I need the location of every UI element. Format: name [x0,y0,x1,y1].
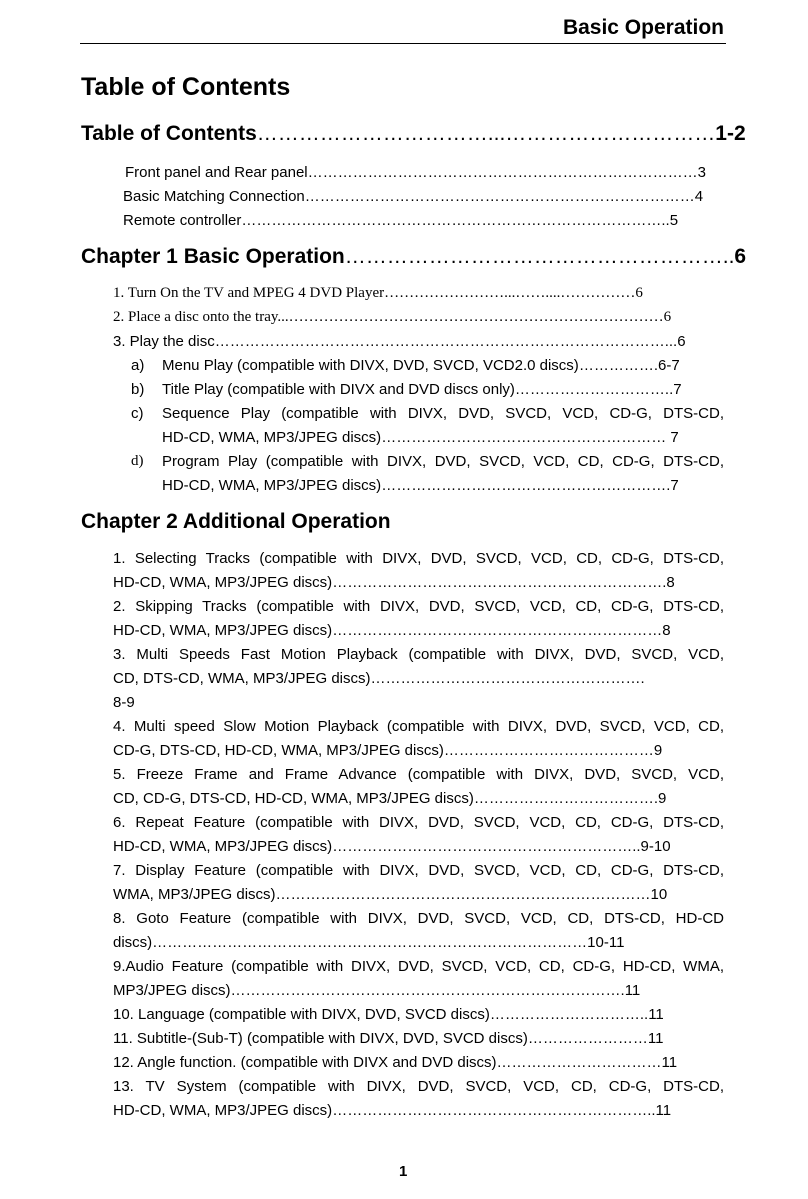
toc-entry-label: Front panel and Rear panel [125,164,308,181]
toc-page: 3 [697,164,706,181]
toc-page: 7 [673,381,682,398]
toc-page: 11 [655,1102,672,1119]
toc-subitem-marker: d) [131,453,144,469]
toc-leader: ………………………………………………. [370,670,645,687]
toc-page: 8 [666,574,675,591]
toc-page: 7 [670,429,679,446]
toc-c2-item-7-line1: 7. Display Feature (compatible with DIVX, DVD, SVCD, VCD, CD, CD-G, DTS-CD, [113,862,724,879]
toc-subitem-a [162,357,724,374]
toc-c2-item-1-line1: 1. Selecting Tracks (compatible with DIVX, DVD, SVCD, VCD, CD, CD-G, DTS-CD, [113,550,724,567]
toc-entry-basic-matching [123,188,723,205]
toc-page: 10 [650,886,668,903]
toc-entry-label: MP3/JPEG discs) [113,982,231,999]
toc-entry-label: HD-CD, WMA, MP3/JPEG discs) [162,477,382,494]
toc-page: 11 [624,982,641,999]
toc-c2-item-3-line2 [113,670,724,687]
toc-leader: …………………………………………………………………… [307,164,698,181]
toc-entry-remote-controller [123,212,723,229]
toc-page: 9 [653,742,663,759]
toc-leader: ……………………...……....…………… [384,285,636,301]
toc-leader: …………………………………………………………. [332,574,667,591]
toc-leader: ………………………………………………………………………………... [214,333,678,350]
toc-page: 11 [648,1006,664,1023]
toc-item-3 [113,333,724,350]
toc-entry-label: 3. Play the disc [113,333,215,350]
toc-page: 6 [635,285,643,301]
toc-leader: …………………………………………………. [381,477,671,494]
toc-leader: ………………………………………………………………………….. [241,212,670,229]
toc-leader: ……………………………………………….. [344,245,735,268]
toc-leader: ………………………………………………………………… [275,886,651,903]
toc-c2-item-9-line2 [113,982,724,999]
toc-c2-item-13-line1: 13. TV System (compatible with DIVX, DVD, SVCD, VCD, CD, CD-G, DTS-CD, [113,1078,724,1095]
toc-page: 5 [669,212,679,229]
toc-leader: ………………………………………………………… [332,622,663,639]
toc-subitem-b [162,381,724,398]
toc-entry-label: HD-CD, WMA, MP3/JPEG discs) [113,1102,333,1119]
toc-entry-label: discs) [113,934,153,951]
toc-leader: ………………………………………………… [381,429,671,446]
toc-page: 7 [670,477,679,494]
toc-subitem-d-line1: Program Play (compatible with DIVX, DVD, SVCD, VCD, CD, CD-G, DTS-CD, [162,453,724,470]
toc-item-2 [113,309,724,326]
toc-leader: ………………………….. [489,1006,649,1023]
toc-c2-item-4-line1: 4. Multi speed Slow Motion Playback (compatible with DIVX, DVD, SVCD, VCD, CD, [113,718,724,735]
toc-subitem-c-line2 [162,429,724,446]
page-number: 1 [399,1163,408,1180]
toc-page: 8 [662,622,671,639]
toc-entry-label: Menu Play (compatible with DIVX, DVD, SVCD, VCD2.0 discs) [162,357,579,374]
toc-c2-item-13-line2 [113,1102,724,1119]
toc-c2-item-3-page: 8-9 [113,694,135,711]
toc-entry-label: 11. Subtitle-(Sub-T) (compatible with DIVX, DVD, SVCD discs) [113,1030,528,1047]
toc-item-1 [113,285,724,302]
toc-c2-item-7-line2 [113,886,724,903]
toc-page: 10-11 [587,934,625,951]
toc-leader: …………………………………………………………………………… [152,934,588,951]
toc-entry-label: Title Play (compatible with DIVX and DVD discs only) [162,381,515,398]
toc-leader: ..………………………………………………………………… [281,309,664,325]
toc-c2-item-6-line1: 6. Repeat Feature (compatible with DIVX, DVD, SVCD, VCD, CD, CD-G, DTS-CD, [113,814,724,831]
toc-c2-item-4-line2 [113,742,724,759]
toc-subitem-marker: c) [131,405,144,422]
toc-page: 11 [647,1030,664,1047]
toc-leader: …………………… [527,1030,648,1047]
toc-entry-label: Chapter 1 Basic Operation [81,245,345,268]
toc-entry-label: Basic Matching Connection [123,188,305,205]
toc-c2-item-5-line2 [113,790,724,807]
toc-leader: ……………………………...………………………… [256,122,716,145]
toc-entry-table-of-contents [81,122,746,146]
toc-c2-item-6-line2 [113,838,724,855]
toc-page: 9 [658,790,667,807]
toc-entry-chapter-1 [81,245,747,269]
toc-leader: ……………. [578,357,658,374]
toc-leader: …………………………… [496,1054,662,1071]
document-title: Table of Contents [81,73,291,101]
toc-leader: ……………………………………………………….. [332,1102,656,1119]
toc-entry-label: HD-CD, WMA, MP3/JPEG discs) [113,574,333,591]
toc-entry-label: WMA, MP3/JPEG discs) [113,886,276,903]
toc-entry-label: HD-CD, WMA, MP3/JPEG discs) [162,429,382,446]
toc-c2-item-1-line2 [113,574,724,591]
toc-page: 11 [661,1054,678,1071]
header-rule [80,43,726,44]
toc-entry-label: HD-CD, WMA, MP3/JPEG discs) [113,838,333,855]
toc-c2-item-2-line1: 2. Skipping Tracks (compatible with DIVX, DVD, SVCD, VCD, CD, CD-G, DTS-CD, [113,598,724,615]
toc-entry-label: CD-G, DTS-CD, HD-CD, WMA, MP3/JPEG discs) [113,742,444,759]
toc-page: 6 [734,245,747,268]
toc-c2-item-8-line2 [113,934,724,951]
toc-leader: …………………………………… [443,742,654,759]
toc-leader: ………………………….. [514,381,674,398]
toc-c2-item-8-line1: 8. Goto Feature (compatible with DIVX, DVD, SVCD, VCD, CD, DTS-CD, HD-CD [113,910,724,927]
running-header: Basic Operation [562,16,724,39]
toc-c2-item-9-line1: 9.Audio Feature (compatible with DIVX, DVD, SVCD, VCD, CD, CD-G, HD-CD, WMA, [113,958,724,975]
toc-c2-item-3-line1: 3. Multi Speeds Fast Motion Playback (compatible with DIVX, DVD, SVCD, VCD, [113,646,724,663]
toc-entry-label: CD, CD-G, DTS-CD, HD-CD, WMA, MP3/JPEG discs) [113,790,474,807]
toc-subitem-marker: b) [131,381,145,398]
toc-subitem-c-line1: Sequence Play (compatible with DIVX, DVD, SVCD, VCD, CD-G, DTS-CD, [162,405,724,422]
toc-page: 6 [677,333,686,350]
toc-c2-item-2-line2 [113,622,724,639]
toc-c2-item-5-line1: 5. Freeze Frame and Frame Advance (compatible with DIVX, DVD, SVCD, VCD, [113,766,724,783]
toc-entry-label: 12. Angle function. (compatible with DIVX and DVD discs) [113,1054,497,1071]
toc-page: 1-2 [715,122,746,145]
toc-page: 4 [694,188,704,205]
toc-subitem-marker: a) [131,357,145,374]
toc-entry-front-panel [125,164,723,181]
toc-c2-item-11 [113,1030,724,1047]
toc-entry-label: CD, DTS-CD, WMA, MP3/JPEG discs) [113,670,371,687]
toc-leader: ………………………………. [473,790,659,807]
chapter-2-heading: Chapter 2 Additional Operation [81,510,391,533]
toc-entry-label: HD-CD, WMA, MP3/JPEG discs) [113,622,333,639]
toc-leader: …………………………………………………….. [332,838,641,855]
toc-leader: …………………………………………………………………… [304,188,695,205]
toc-page: 6 [663,309,672,325]
toc-leader: ……………………………………………………………………. [230,982,625,999]
toc-page: 9-10 [640,838,671,855]
toc-entry-label: 10. Language (compatible with DIVX, DVD, SVCD discs) [113,1006,490,1023]
toc-c2-item-12 [113,1054,724,1071]
toc-entry-label: Table of Contents [81,122,257,145]
toc-subitem-d-line2 [162,477,724,494]
toc-entry-label: Remote controller [123,212,242,229]
toc-c2-item-10 [113,1006,724,1023]
toc-entry-label: 1. Turn On the TV and MPEG 4 DVD Player [113,285,385,301]
toc-entry-label: 2. Place a disc onto the tray. [113,309,282,325]
toc-page: 6-7 [657,357,680,374]
